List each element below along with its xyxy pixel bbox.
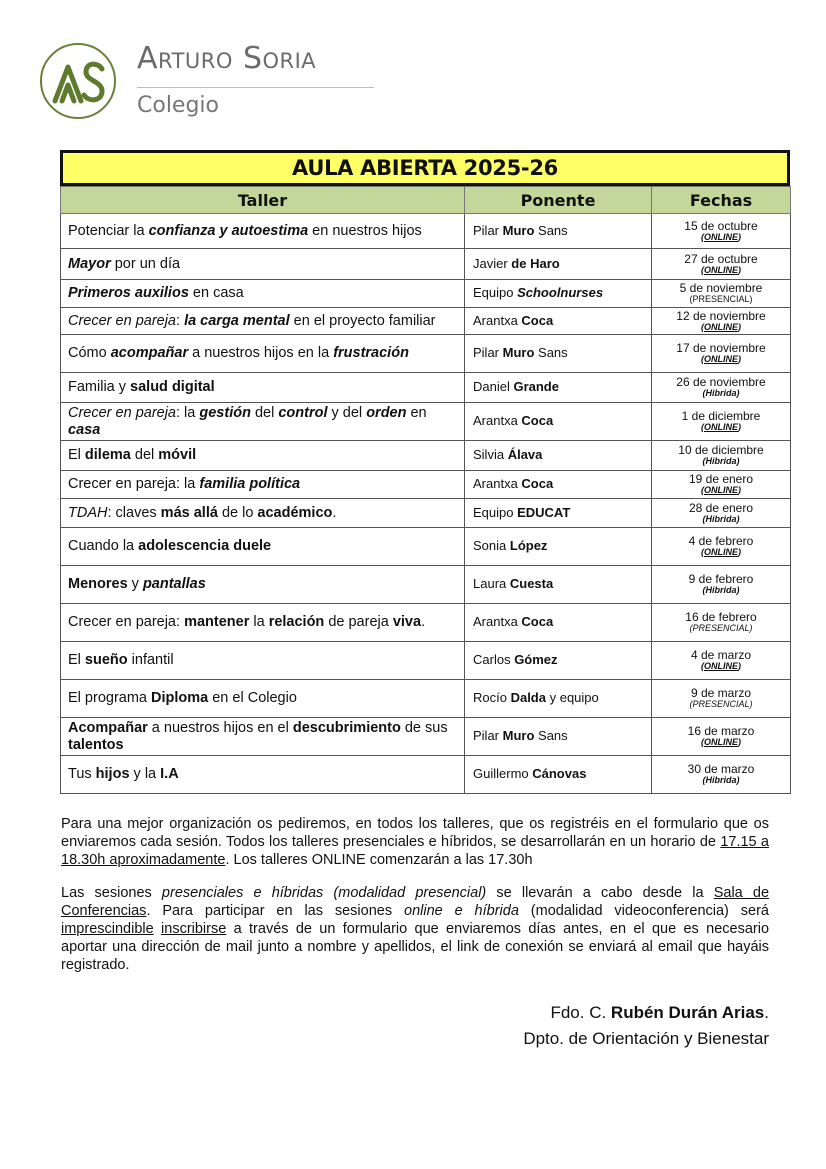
taller-cell bbox=[61, 403, 465, 441]
workshop-table bbox=[60, 186, 791, 794]
ponente-text: Coca bbox=[521, 476, 554, 492]
ponente-text: Silvia bbox=[473, 447, 508, 463]
signer-name: Rubén Durán Arias bbox=[610, 1003, 765, 1022]
modalidad-badge: (Hibrida) bbox=[702, 388, 740, 399]
fecha-date: 16 de febrero bbox=[685, 610, 757, 625]
ponente-text: Daniel bbox=[473, 379, 514, 395]
ponente-text: Equipo bbox=[473, 285, 518, 301]
modalidad-badge: (PRESENCIAL) bbox=[689, 294, 753, 305]
fecha-cell bbox=[652, 403, 791, 441]
taller-text: hijos bbox=[95, 766, 130, 783]
ponente-text: Carlos bbox=[473, 652, 515, 668]
note-text: imprescindible bbox=[61, 921, 154, 937]
ponente-cell bbox=[465, 680, 652, 718]
note-text: . Los talleres ONLINE comenzarán a las 17.30h bbox=[225, 852, 533, 868]
taller-text: control bbox=[278, 404, 328, 421]
taller-cell bbox=[61, 566, 465, 604]
logo-divider bbox=[137, 87, 374, 88]
table-header-row bbox=[61, 187, 791, 214]
taller-text: en bbox=[406, 404, 427, 421]
taller-text: Crecer en pareja: bbox=[68, 614, 185, 631]
ponente-text: Pilar bbox=[473, 728, 503, 744]
table-row bbox=[61, 308, 791, 335]
fecha-date: 5 de noviembre bbox=[679, 281, 763, 296]
note-text: Las sesiones bbox=[61, 885, 162, 901]
taller-text: móvil bbox=[158, 447, 197, 464]
modalidad-badge: (ONLINE) bbox=[700, 737, 741, 748]
page-title: AULA ABIERTA 2025-26 bbox=[60, 150, 790, 186]
taller-text: salud digital bbox=[130, 379, 215, 396]
taller-text: de pareja bbox=[324, 614, 393, 631]
school-logo bbox=[40, 43, 340, 128]
taller-text: académico bbox=[257, 504, 333, 521]
taller-cell bbox=[61, 642, 465, 680]
ponente-text: de Haro bbox=[511, 255, 560, 271]
ponente-text: Coca bbox=[521, 614, 554, 630]
taller-text: y la bbox=[129, 766, 161, 783]
note-text: . Para participar en las sesiones bbox=[146, 903, 404, 919]
table-row bbox=[61, 499, 791, 528]
ponente-text: Sonia bbox=[473, 538, 510, 554]
ponente-text: Muro bbox=[502, 222, 535, 238]
ponente-cell bbox=[465, 718, 652, 756]
fecha-cell bbox=[652, 441, 791, 471]
taller-text: : la bbox=[176, 404, 200, 421]
ponente-text: Muro bbox=[502, 728, 535, 744]
taller-text: Potenciar la bbox=[68, 222, 149, 239]
fecha-date: 9 de febrero bbox=[688, 572, 754, 587]
note-text: a través de un formulario que enviaremos días antes, en el que es necesario aportar una dirección de mail junto a nombre y apellidos, el link de conexión se enviará al email que hayáis registrado. bbox=[61, 921, 770, 973]
modalidad-badge: (ONLINE) bbox=[700, 661, 741, 672]
ponente-text: Coca bbox=[521, 312, 554, 328]
table-row bbox=[61, 441, 791, 471]
ponente-cell bbox=[465, 499, 652, 528]
table-row bbox=[61, 249, 791, 280]
taller-text: la bbox=[249, 614, 269, 631]
ponente-text: EDUCAT bbox=[517, 504, 571, 520]
taller-text: familia política bbox=[199, 476, 301, 493]
taller-text: Familia y bbox=[68, 379, 131, 396]
taller-text: Menores bbox=[68, 576, 128, 593]
taller-text: El bbox=[68, 652, 85, 669]
ponente-cell bbox=[465, 249, 652, 280]
ponente-cell bbox=[465, 214, 652, 249]
taller-text: pantallas bbox=[142, 576, 206, 593]
ponente-text: Álava bbox=[507, 447, 543, 463]
note-text: Sala de Conferencias bbox=[61, 885, 770, 919]
note-text: Para una mejor organización os pediremos, en todos los talleres, que os registréis en el formulario que os enviaremos cada sesión. Todos los talleres presenciales e híbridos, se desarrollarán en un horario de bbox=[61, 816, 769, 850]
ponente-cell bbox=[465, 528, 652, 566]
fecha-date: 19 de enero bbox=[688, 472, 754, 487]
ponente-text: Arantxa bbox=[473, 614, 522, 630]
taller-text: casa bbox=[68, 421, 101, 438]
ponente-text: Gómez bbox=[514, 652, 558, 668]
modalidad-badge: (Hibrida) bbox=[702, 775, 740, 786]
ponente-cell bbox=[465, 604, 652, 642]
fecha-date: 26 de noviembre bbox=[676, 375, 766, 390]
ponente-text: Dalda bbox=[510, 690, 546, 706]
ponente-cell bbox=[465, 441, 652, 471]
school-subtitle: Colegio bbox=[137, 93, 220, 118]
ponente-text: Javier bbox=[473, 255, 512, 271]
ponente-text: y equipo bbox=[545, 690, 599, 706]
ponente-text: Rocío bbox=[473, 690, 511, 706]
taller-cell bbox=[61, 528, 465, 566]
modalidad-badge: (Hibrida) bbox=[702, 456, 740, 467]
ponente-text: Pilar bbox=[473, 345, 503, 361]
modalidad-badge: (PRESENCIAL) bbox=[689, 623, 753, 634]
ponente-text: Sans bbox=[534, 345, 568, 361]
ponente-text: Sans bbox=[534, 222, 568, 238]
fecha-cell bbox=[652, 308, 791, 335]
ponente-text: Laura bbox=[473, 576, 510, 592]
column-header-fechas: Fechas bbox=[652, 187, 791, 214]
taller-text: a nuestros hijos en la bbox=[188, 345, 334, 362]
fecha-cell bbox=[652, 642, 791, 680]
fecha-cell bbox=[652, 528, 791, 566]
taller-text: frustración bbox=[333, 345, 409, 362]
table-row bbox=[61, 642, 791, 680]
taller-text: Crecer en pareja: la bbox=[68, 476, 200, 493]
taller-text: Cuando la bbox=[68, 538, 139, 555]
taller-text: en el Colegio bbox=[208, 690, 297, 707]
organization-note bbox=[61, 815, 769, 869]
taller-text: . bbox=[421, 614, 426, 631]
column-header-ponente: Ponente bbox=[465, 187, 652, 214]
ponente-text: Pilar bbox=[473, 222, 503, 238]
table-row bbox=[61, 680, 791, 718]
fecha-cell bbox=[652, 604, 791, 642]
note-text: online e híbrida bbox=[404, 903, 519, 919]
modalidad-badge: (Hibrida) bbox=[702, 585, 740, 596]
ponente-text: Sans bbox=[534, 728, 568, 744]
taller-text: a nuestros hijos en el bbox=[147, 719, 293, 736]
taller-text: Crecer en pareja bbox=[68, 404, 176, 421]
modalidad-badge: (PRESENCIAL) bbox=[689, 699, 753, 710]
taller-text: en casa bbox=[188, 285, 244, 302]
ponente-cell bbox=[465, 280, 652, 308]
modalidad-badge: (ONLINE) bbox=[700, 231, 741, 242]
taller-text: El programa bbox=[68, 690, 152, 707]
table-row bbox=[61, 471, 791, 499]
ponente-text: Arantxa bbox=[473, 476, 522, 492]
taller-text: más allá bbox=[160, 504, 218, 521]
modalidad-badge: (ONLINE) bbox=[700, 547, 741, 558]
ponente-cell bbox=[465, 642, 652, 680]
note-text: se llevarán a cabo desde la bbox=[486, 885, 714, 901]
taller-text: Acompañar bbox=[68, 719, 148, 736]
taller-text: de lo bbox=[217, 504, 258, 521]
taller-cell bbox=[61, 604, 465, 642]
taller-text: . bbox=[332, 504, 337, 521]
fecha-date: 30 de marzo bbox=[687, 762, 755, 777]
fecha-cell bbox=[652, 718, 791, 756]
sessions-note bbox=[61, 884, 769, 974]
taller-text: Cómo bbox=[68, 345, 111, 362]
note-text: inscribirse bbox=[161, 921, 227, 937]
ponente-cell bbox=[465, 308, 652, 335]
taller-text: y del bbox=[327, 404, 367, 421]
fecha-date: 15 de octubre bbox=[684, 218, 758, 233]
ponente-text: Cánovas bbox=[532, 766, 587, 782]
schedule-sheet bbox=[60, 150, 790, 794]
ponente-text: Coca bbox=[521, 413, 554, 429]
table-row bbox=[61, 373, 791, 403]
fecha-cell bbox=[652, 280, 791, 308]
taller-cell bbox=[61, 214, 465, 249]
fecha-date: 16 de marzo bbox=[687, 724, 755, 739]
taller-text: viva bbox=[392, 614, 422, 631]
note-text: 17.15 a 18.30h aproximadamente bbox=[61, 834, 769, 868]
taller-text: orden bbox=[366, 404, 407, 421]
taller-text: : bbox=[176, 312, 185, 329]
fecha-date: 10 de diciembre bbox=[678, 443, 764, 458]
note-text: presenciales e híbridas (modalidad presencial) bbox=[161, 885, 487, 901]
taller-cell bbox=[61, 756, 465, 794]
taller-text: TDAH bbox=[68, 504, 108, 521]
taller-text: por un día bbox=[110, 255, 181, 272]
ponente-cell bbox=[465, 566, 652, 604]
taller-text: en el proyecto familiar bbox=[289, 312, 436, 329]
modalidad-badge: (ONLINE) bbox=[700, 422, 741, 433]
taller-text: en nuestros hijos bbox=[308, 222, 422, 239]
modalidad-badge: (ONLINE) bbox=[700, 321, 741, 332]
taller-text: mantener bbox=[184, 614, 250, 631]
taller-cell bbox=[61, 471, 465, 499]
fecha-date: 4 de febrero bbox=[688, 534, 754, 549]
modalidad-badge: (ONLINE) bbox=[700, 354, 741, 365]
column-header-taller: Taller bbox=[61, 187, 465, 214]
taller-text: I.A bbox=[160, 766, 179, 783]
ponente-text: López bbox=[509, 538, 548, 554]
taller-text: confianza y autoestima bbox=[148, 222, 309, 239]
taller-text: del bbox=[250, 404, 279, 421]
note-text: (modalidad videoconferencia) será bbox=[518, 903, 769, 919]
ponente-text: Schoolnurses bbox=[517, 285, 604, 301]
fecha-date: 28 de enero bbox=[688, 500, 754, 515]
taller-text: la carga mental bbox=[184, 312, 290, 329]
ponente-cell bbox=[465, 471, 652, 499]
fecha-cell bbox=[652, 680, 791, 718]
fecha-cell bbox=[652, 373, 791, 403]
modalidad-badge: (ONLINE) bbox=[700, 485, 741, 496]
taller-cell bbox=[61, 718, 465, 756]
taller-text: infantil bbox=[127, 652, 174, 669]
taller-text: talentos bbox=[68, 736, 124, 753]
modalidad-badge: (Hibrida) bbox=[702, 513, 740, 524]
taller-text: acompañar bbox=[110, 345, 189, 362]
note-text bbox=[154, 921, 161, 937]
taller-text: descubrimiento bbox=[292, 719, 401, 736]
fecha-cell bbox=[652, 756, 791, 794]
table-row bbox=[61, 335, 791, 373]
taller-text: sueño bbox=[84, 652, 128, 669]
taller-text: : claves bbox=[107, 504, 161, 521]
taller-text: gestión bbox=[199, 404, 251, 421]
modalidad-badge: (ONLINE) bbox=[700, 264, 741, 275]
taller-cell bbox=[61, 280, 465, 308]
fecha-date: 17 de noviembre bbox=[676, 341, 766, 356]
taller-cell bbox=[61, 441, 465, 471]
taller-text: dilema bbox=[84, 447, 131, 464]
fecha-cell bbox=[652, 249, 791, 280]
taller-text: Mayor bbox=[68, 255, 111, 272]
ponente-text: Equipo bbox=[473, 504, 518, 520]
signature-prefix: Fdo. C. bbox=[550, 1003, 611, 1022]
fecha-cell bbox=[652, 214, 791, 249]
ponente-text: Grande bbox=[513, 379, 559, 395]
signature-line: Fdo. C. Rubén Durán Arias. bbox=[550, 1003, 769, 1022]
ponente-text: Arantxa bbox=[473, 413, 522, 429]
fecha-date: 4 de marzo bbox=[690, 648, 752, 663]
taller-cell bbox=[61, 249, 465, 280]
taller-text: y bbox=[127, 576, 143, 593]
ponente-cell bbox=[465, 756, 652, 794]
taller-text: Tus bbox=[68, 766, 96, 783]
table-body bbox=[61, 214, 791, 794]
school-name: Arturo Soria bbox=[137, 41, 317, 76]
table-row bbox=[61, 214, 791, 249]
taller-cell bbox=[61, 373, 465, 403]
ponente-text: Cuesta bbox=[509, 576, 554, 592]
taller-text: Diploma bbox=[151, 690, 209, 707]
ponente-text: Guillermo bbox=[473, 766, 533, 782]
taller-text: Crecer en pareja bbox=[68, 312, 176, 329]
ponente-text: Muro bbox=[502, 345, 535, 361]
table-row bbox=[61, 403, 791, 441]
table-row bbox=[61, 718, 791, 756]
ponente-cell bbox=[465, 403, 652, 441]
taller-cell bbox=[61, 335, 465, 373]
taller-cell bbox=[61, 499, 465, 528]
ponente-cell bbox=[465, 335, 652, 373]
ponente-text: Arantxa bbox=[473, 312, 522, 328]
fecha-cell bbox=[652, 566, 791, 604]
fecha-date: 12 de noviembre bbox=[676, 308, 766, 323]
fecha-date: 1 de diciembre bbox=[681, 409, 761, 424]
department-line: Dpto. de Orientación y Bienestar bbox=[523, 1029, 769, 1048]
table-row bbox=[61, 280, 791, 308]
fecha-cell bbox=[652, 471, 791, 499]
taller-text: Primeros auxilios bbox=[68, 285, 189, 302]
taller-cell bbox=[61, 680, 465, 718]
logo-monogram-icon bbox=[40, 43, 116, 119]
table-row bbox=[61, 528, 791, 566]
fecha-cell bbox=[652, 335, 791, 373]
ponente-cell bbox=[465, 373, 652, 403]
table-row bbox=[61, 604, 791, 642]
taller-cell bbox=[61, 308, 465, 335]
fecha-date: 9 de marzo bbox=[690, 686, 752, 701]
fecha-cell bbox=[652, 499, 791, 528]
taller-text: de sus bbox=[400, 719, 448, 736]
table-row bbox=[61, 756, 791, 794]
taller-text: del bbox=[130, 447, 159, 464]
table-row bbox=[61, 566, 791, 604]
taller-text: adolescencia duele bbox=[138, 538, 272, 555]
fecha-date: 27 de octubre bbox=[684, 251, 758, 266]
taller-text: relación bbox=[268, 614, 325, 631]
taller-text: El bbox=[68, 447, 85, 464]
